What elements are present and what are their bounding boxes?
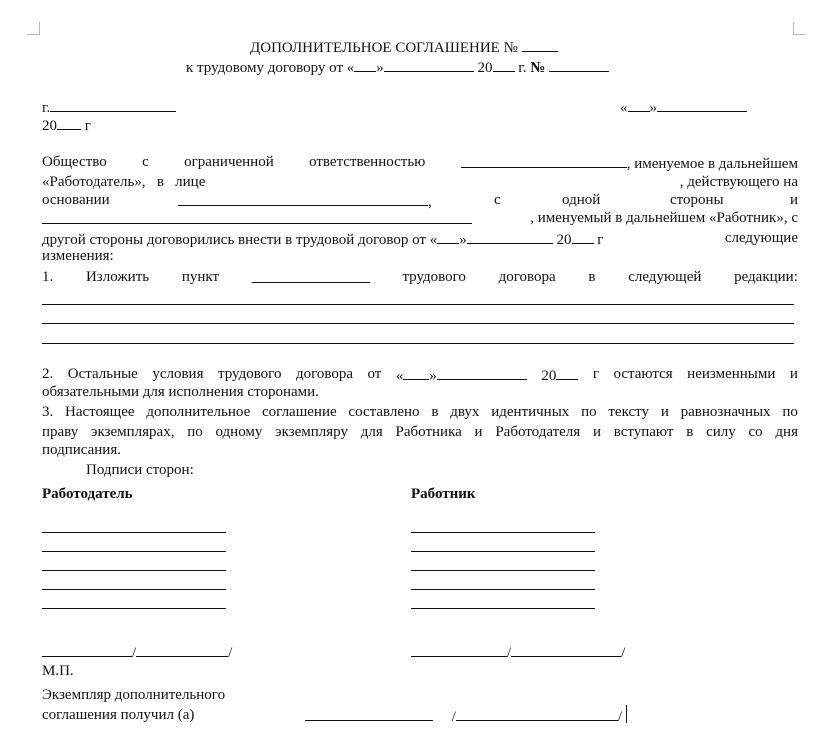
- employee-name-blank[interactable]: [511, 642, 621, 657]
- stamp-label: М.П.: [42, 663, 74, 679]
- item3-line2: праву экземплярах, по одному экземпляру для Работника и Работодателя и вступают в силу со дня: [42, 424, 798, 440]
- employee-details-line[interactable]: [411, 532, 595, 533]
- company-name-blank[interactable]: [461, 153, 627, 168]
- new-wording-line[interactable]: [42, 304, 794, 305]
- item3-line1: 3. Настоящее дополнительное соглашение составлено в двух идентичных по тексту и равнозначных по: [42, 404, 798, 420]
- item1-line: 1. Изложить пункт трудового договора в следующей редакции:: [42, 269, 798, 285]
- para1-line4: , именуемый в дальнейшем «Работник», с: [42, 209, 798, 229]
- employer-details-line[interactable]: [42, 532, 226, 533]
- para1-line5: другой стороны договорились внести в трудовой договор от « » 20 г следующие: [42, 230, 798, 248]
- copy-received-signature: / /: [305, 706, 622, 726]
- employee-name-blank[interactable]: [42, 209, 472, 224]
- text-cursor: [626, 705, 627, 723]
- employer-details-line[interactable]: [42, 551, 226, 552]
- city-line: г.: [42, 97, 176, 117]
- employee-details-line[interactable]: [411, 608, 595, 609]
- employee-heading: Работник: [411, 486, 476, 502]
- item2-line2: обязательными для исполнения сторонами.: [42, 384, 319, 400]
- day-blank[interactable]: [628, 97, 650, 112]
- para1-line3: основании , с одной стороны и: [42, 192, 798, 210]
- copy-received-line2: соглашения получил (а): [42, 707, 195, 723]
- number-blank[interactable]: [522, 37, 558, 52]
- doc-title: ДОПОЛНИТЕЛЬНОЕ СОГЛАШЕНИЕ №: [250, 37, 558, 57]
- new-wording-line[interactable]: [42, 343, 794, 344]
- employee-details-line[interactable]: [411, 551, 595, 552]
- date-line: « »: [620, 97, 747, 117]
- day-blank[interactable]: [437, 229, 459, 244]
- page-corner-mark: [27, 22, 40, 35]
- day-blank[interactable]: [403, 365, 429, 380]
- day-blank[interactable]: [354, 57, 376, 72]
- year-blank[interactable]: [493, 57, 515, 72]
- basis-blank[interactable]: [178, 191, 428, 206]
- city-blank[interactable]: [50, 97, 176, 112]
- month-blank[interactable]: [657, 97, 747, 112]
- item2-line1: 2. Остальные условия трудового договора от « » 20 г остаются неизменными и: [42, 366, 798, 384]
- contract-number-blank[interactable]: [549, 57, 609, 72]
- year-blank[interactable]: [556, 365, 578, 380]
- para1-line1: Общество с ограниченной ответственностью , именуемое в дальнейшем: [42, 154, 798, 172]
- employer-name-blank[interactable]: [136, 642, 228, 657]
- year-line: 20 г: [42, 115, 91, 135]
- year-blank[interactable]: [57, 115, 81, 130]
- para1-line2: «Работодатель», в лице , действующего на: [42, 174, 798, 190]
- employer-signature-line: / /: [42, 642, 232, 662]
- year-blank[interactable]: [572, 229, 594, 244]
- employee-details-line[interactable]: [411, 570, 595, 571]
- signatures-heading: Подписи сторон:: [86, 462, 194, 478]
- employer-signature-blank[interactable]: [42, 642, 132, 657]
- copy-signature-blank[interactable]: [305, 706, 433, 721]
- employee-details-line[interactable]: [411, 589, 595, 590]
- employer-heading: Работодатель: [42, 486, 133, 502]
- month-blank[interactable]: [467, 229, 553, 244]
- clause-blank[interactable]: [252, 268, 370, 283]
- employer-details-line[interactable]: [42, 589, 226, 590]
- page-corner-mark: [793, 22, 806, 35]
- employee-signature-blank[interactable]: [411, 642, 507, 657]
- item3-line3: подписания.: [42, 442, 121, 458]
- month-blank[interactable]: [384, 57, 474, 72]
- copy-name-blank[interactable]: [456, 706, 618, 721]
- employer-details-line[interactable]: [42, 570, 226, 571]
- employee-signature-line: / /: [411, 642, 625, 662]
- para1-line6: изменения:: [42, 248, 114, 264]
- doc-subtitle: к трудовому договору от « » 20 г. №: [186, 57, 609, 77]
- employer-details-line[interactable]: [42, 608, 226, 609]
- new-wording-line[interactable]: [42, 323, 794, 324]
- copy-received-line1: Экземпляр дополнительного: [42, 687, 226, 703]
- month-blank[interactable]: [437, 365, 527, 380]
